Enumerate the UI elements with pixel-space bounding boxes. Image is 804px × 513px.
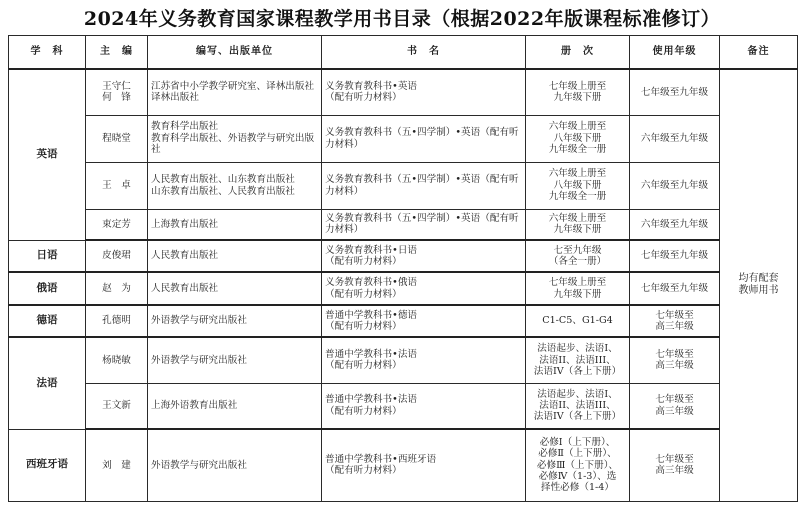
subject-cell: 法语 bbox=[9, 337, 86, 429]
publisher-cell: 江苏省中小学教学研究室、译林出版社 译林出版社 bbox=[148, 69, 322, 115]
book-cell: 普通中学教科书•法语 （配有听力材料） bbox=[322, 383, 526, 429]
note-cell: 均有配套 教师用书 bbox=[720, 69, 798, 501]
book-cell: 普通中学教科书•西班牙语 （配有听力材料） bbox=[322, 429, 526, 501]
editor-cell: 赵 为 bbox=[86, 272, 148, 305]
editor-cell: 刘 建 bbox=[86, 429, 148, 501]
grade-cell: 七年级至 高三年级 bbox=[630, 337, 720, 383]
volume-cell: 法语起步、法语I、 法语II、法语III、 法语IV（各上下册） bbox=[526, 337, 630, 383]
table-row bbox=[9, 162, 798, 209]
grade-cell: 七年级至 高三年级 bbox=[630, 383, 720, 429]
header-row bbox=[9, 36, 798, 70]
grade-cell: 七年级至九年级 bbox=[630, 240, 720, 272]
book-cell: 义务教育教科书•英语 （配有听力材料） bbox=[322, 69, 526, 115]
editor-cell: 杨晓敏 bbox=[86, 337, 148, 383]
publisher-cell: 外语教学与研究出版社 bbox=[148, 429, 322, 501]
book-cell: 义务教育教科书（五•四学制）•英语（配有听力材料） bbox=[322, 115, 526, 162]
editor-cell: 王文新 bbox=[86, 383, 148, 429]
editor-cell: 王守仁 何 锋 bbox=[86, 69, 148, 115]
book-cell: 义务教育教科书•日语 （配有听力材料） bbox=[322, 240, 526, 272]
editor-cell: 孔德明 bbox=[86, 305, 148, 337]
publisher-cell: 人民教育出版社 bbox=[148, 240, 322, 272]
book-cell: 义务教育教科书•俄语 （配有听力材料） bbox=[322, 272, 526, 305]
table-row bbox=[9, 69, 798, 115]
table-row bbox=[9, 115, 798, 162]
subject-cell: 英语 bbox=[9, 69, 86, 240]
publisher-cell: 人民教育出版社、山东教育出版社 山东教育出版社、人民教育出版社 bbox=[148, 162, 322, 209]
table-row bbox=[9, 429, 798, 501]
header-editor: 主 编 bbox=[86, 36, 148, 70]
grade-cell: 六年级至九年级 bbox=[630, 115, 720, 162]
grade-cell: 六年级至九年级 bbox=[630, 162, 720, 209]
book-cell: 普通中学教科书•德语 （配有听力材料） bbox=[322, 305, 526, 337]
book-cell: 普通中学教科书•法语 （配有听力材料） bbox=[322, 337, 526, 383]
table-row bbox=[9, 272, 798, 305]
table-row bbox=[9, 209, 798, 240]
editor-cell: 程晓堂 bbox=[86, 115, 148, 162]
subject-cell: 西班牙语 bbox=[9, 429, 86, 501]
header-grade: 使用年级 bbox=[630, 36, 720, 70]
volume-cell: 七年级上册至 九年级下册 bbox=[526, 69, 630, 115]
volume-cell: C1-C5、G1-G4 bbox=[526, 305, 630, 337]
book-cell: 义务教育教科书（五•四学制）•英语（配有听力材料） bbox=[322, 162, 526, 209]
grade-cell: 七年级至 高三年级 bbox=[630, 305, 720, 337]
subject-cell: 德语 bbox=[9, 305, 86, 337]
publisher-cell: 外语教学与研究出版社 bbox=[148, 337, 322, 383]
table-row bbox=[9, 337, 798, 383]
book-cell: 义务教育教科书（五•四学制）•英语（配有听力材料） bbox=[322, 209, 526, 240]
header-subject: 学 科 bbox=[9, 36, 86, 70]
grade-cell: 六年级至九年级 bbox=[630, 209, 720, 240]
page-title: 2024年义务教育国家课程教学用书目录（根据2022年版课程标准修订） bbox=[83, 8, 721, 30]
publisher-cell: 外语教学与研究出版社 bbox=[148, 305, 322, 337]
volume-cell: 必修Ⅰ（上下册）、 必修Ⅱ（上下册）、 必修Ⅲ（上下册）、 必修Ⅳ（1-3）、选 择性必修（1-4） bbox=[526, 429, 630, 501]
volume-cell: 六年级上册至 八年级下册 九年级全一册 bbox=[526, 162, 630, 209]
editor-cell: 王 卓 bbox=[86, 162, 148, 209]
header-book: 书 名 bbox=[322, 36, 526, 70]
grade-cell: 七年级至九年级 bbox=[630, 69, 720, 115]
header-publisher: 编写、出版单位 bbox=[148, 36, 322, 70]
editor-cell: 束定芳 bbox=[86, 209, 148, 240]
volume-cell: 七至九年级 （各全一册） bbox=[526, 240, 630, 272]
volume-cell: 法语起步、法语I、 法语II、法语III、 法语IV（各上下册） bbox=[526, 383, 630, 429]
header-volume: 册 次 bbox=[526, 36, 630, 70]
subject-cell: 日语 bbox=[9, 240, 86, 272]
editor-cell: 皮俊珺 bbox=[86, 240, 148, 272]
publisher-cell: 上海教育出版社 bbox=[148, 209, 322, 240]
grade-cell: 七年级至九年级 bbox=[630, 272, 720, 305]
publisher-cell: 教育科学出版社 教育科学出版社、外语教学与研究出版社 bbox=[148, 115, 322, 162]
publisher-cell: 人民教育出版社 bbox=[148, 272, 322, 305]
publisher-cell: 上海外语教育出版社 bbox=[148, 383, 322, 429]
table-row bbox=[9, 383, 798, 429]
subject-cell: 俄语 bbox=[9, 272, 86, 305]
table-row bbox=[9, 305, 798, 337]
table-row bbox=[9, 240, 798, 272]
grade-cell: 七年级至 高三年级 bbox=[630, 429, 720, 501]
volume-cell: 六年级上册至 八年级下册 九年级全一册 bbox=[526, 115, 630, 162]
catalog-table bbox=[8, 35, 798, 502]
header-note: 备注 bbox=[720, 36, 798, 70]
volume-cell: 七年级上册至 九年级下册 bbox=[526, 272, 630, 305]
volume-cell: 六年级上册至 九年级下册 bbox=[526, 209, 630, 240]
